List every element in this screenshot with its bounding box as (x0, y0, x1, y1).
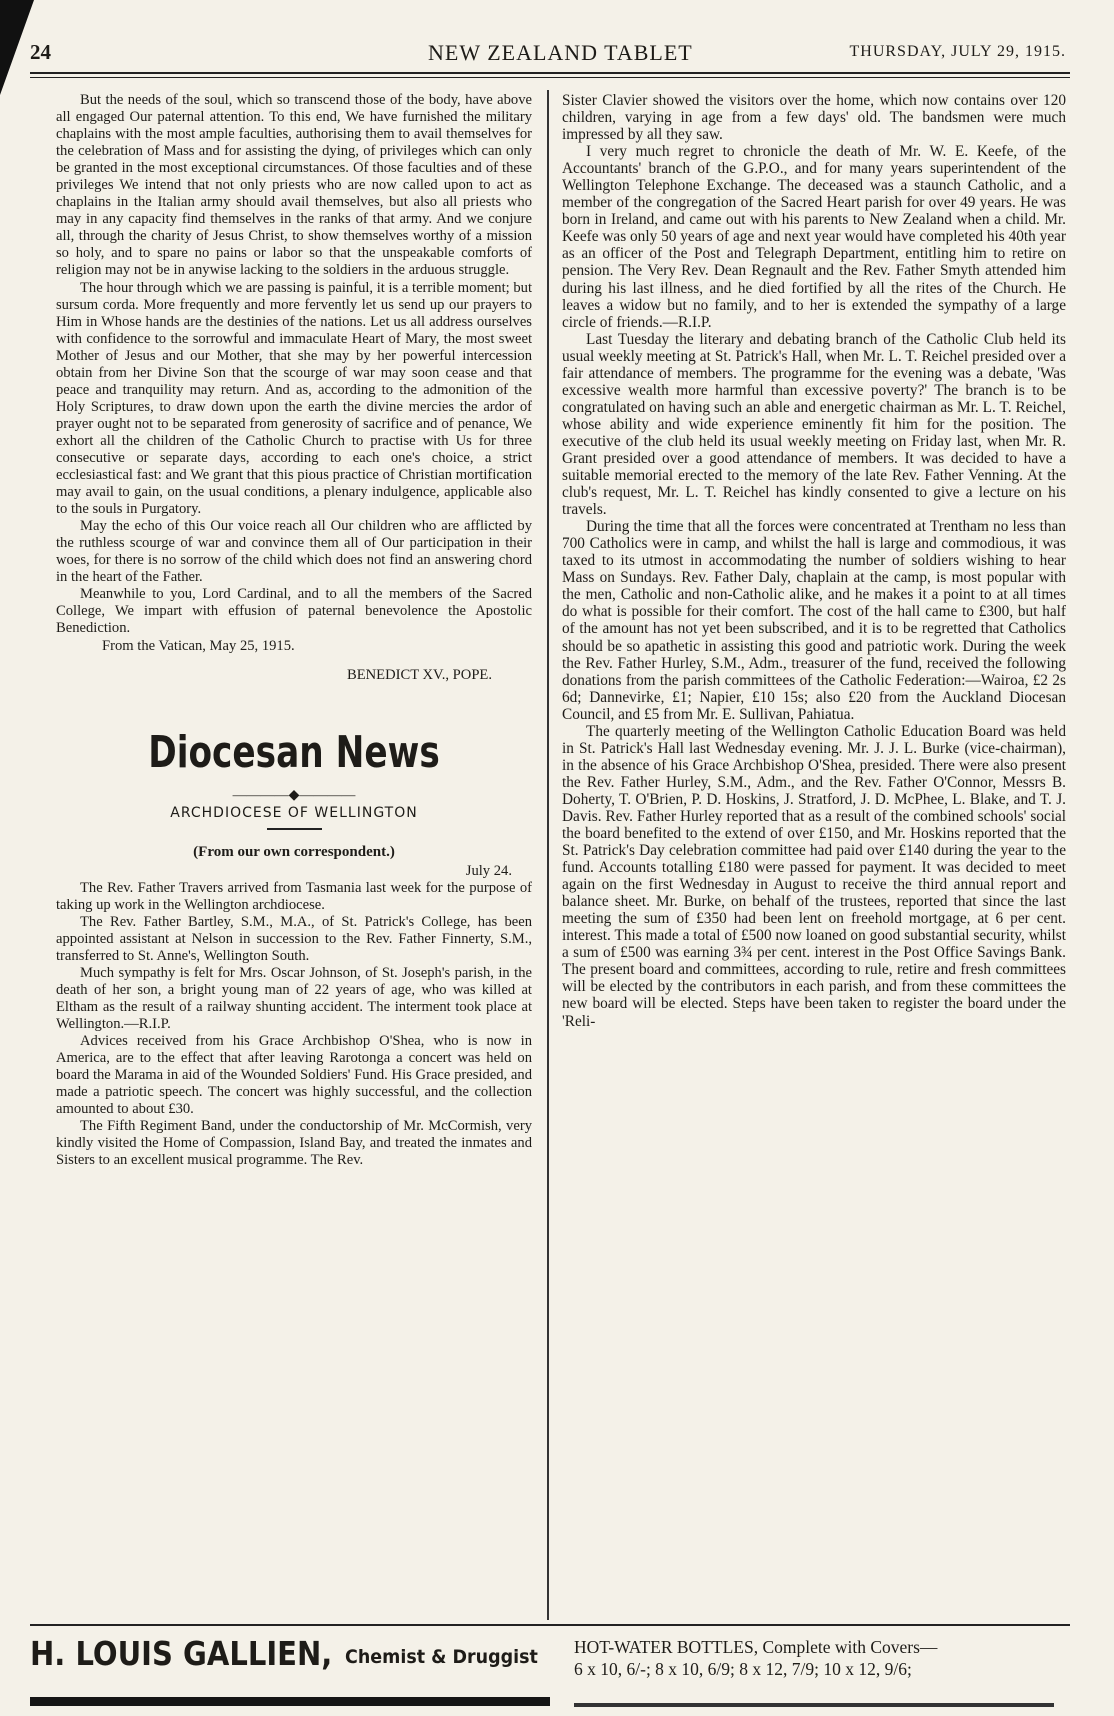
advertisement-text (574, 1636, 1074, 1680)
left-column (56, 92, 532, 1620)
section-title: Diocesan News (148, 726, 440, 778)
page-number: 24 (30, 40, 51, 64)
news-paragraph: Much sympathy is felt for Mrs. Oscar Johnson, of St. Joseph's parish, in the death of her son, a bright young man of 22 years of age, who was killed at Eltham as the result of a railway shunting accident. The interment took place at Wellington.—R.I.P. (56, 964, 532, 1033)
news-paragraph: Sister Clavier showed the visitors over the home, which now contains over 120 children, varying in age from a few days' old. The bandsmen were much impressed by all they saw. (562, 92, 1066, 144)
column-divider (547, 90, 549, 1620)
advertiser-name (30, 1634, 550, 1684)
page-header (30, 40, 1070, 70)
ad-line: HOT-WATER BOTTLES, Complete with Covers— (574, 1637, 938, 1657)
footer-rule (30, 1624, 1070, 1626)
news-paragraph: The Rev. Father Bartley, S.M., M.A., of St. Patrick's College, has been appointed assistant at Nelson in succession to the Rev. Father Finnerty, S.M., transferred to St. Anne's, Wellington South. (56, 913, 532, 964)
cut-off-ad-strip (30, 1697, 550, 1706)
news-paragraph: The quarterly meeting of the Wellington Catholic Education Board was held in St. Patrick's Hall last Wednesday evening. Mr. J. J. L. Burke (vice-chairman), in the absence of his Grace Archbishop O'Shea, presided. There were also present the Rev. Father Hurley, S.M., Adm., and the Rev. Father O'Connor, Messrs B. Doherty, T. O'Brien, P. D. Hoskins, J. Stratford, J. D. McPhee, L. Blake, and T. J. Davis. Rev. Father Hurley reported that as a result of the combined schools' social the board benefited to the extend of over £150, and Mr. Hoskins reported that the St. Patrick's Day celebration committee had paid over £140 during the year to the fund. Accounts totalling £180 were passed for payment. It was decided to meet again on the first Wednesday in August to receive the third annual report and balance sheet. Mr. Burke, on behalf of the trustees, reported that since the last meeting the sum of £350 had been lent on freehold mortgage, at 6 per cent. interest. This made a total of £500 now loaned on good substantial security, whilst a sum of £500 was earning 3¾ per cent. interest in the Post Office Savings Bank. The present board and committees, according to rule, retire and fresh committees will be elected by the contributors in each parish, and from these committees the new board will be elected. Steps have been taken to register the board under the 'Reli- (562, 722, 1066, 1030)
correspondent-line: (From our own correspondent.) (193, 843, 395, 860)
cut-off-ad-strip (574, 1703, 1054, 1707)
news-paragraph: The Fifth Regiment Band, under the conductorship of Mr. McCormish, very kindly visited the Home of Compassion, Island Bay, and treated the inmates and Sisters to an excellent musical programme. The Rev. (56, 1118, 532, 1169)
header-rule-thin (30, 77, 1070, 78)
news-paragraph: The Rev. Father Travers arrived from Tasmania last week for the purpose of taking up work in the Wellington archdiocese. (56, 879, 532, 913)
encyclical-paragraph: The hour through which we are passing is painful, it is a terrible moment; but sursum corda. More frequently and more fervently let us send up our prayers to Him in Whose hands are the destinies of the nations. Let us all address ourselves with confidence to the sorrowful and immaculate Heart of Mary, the most sweet Mother of Jesus and our Mother, that she may by her powerful intercession obtain from her Divine Son that the scourge of war may soon cease and that peace and tranquility may return. And as, according to the admonition of the Holy Scriptures, to draw down upon the earth the divine mercies the ardor of prayer ought not to be separated from generosity of sacrifice and of penance, We exhort all the children of the Catholic Church to practise with Us for three consecutive or separate days, according to each one's choice, a strict ecclesiastical fast: and We grant that this pious practice of Christian mortification may avail to gain, on the usual conditions, a plenary indulgence, applicable also to the souls in Purgatory. (56, 279, 532, 518)
advertiser-name-big: H. LOUIS GALLIEN, (30, 1634, 333, 1673)
encyclical-paragraph: Meanwhile to you, Lord Cardinal, and to all the members of the Sacred College, We impart with effusion of paternal benevolence the Apostolic Benediction. (56, 586, 532, 637)
ad-line: 6 x 10, 6/-; 8 x 10, 6/9; 8 x 12, 7/9; 10 x 12, 9/6; (574, 1659, 912, 1679)
header-rule (30, 72, 1070, 74)
advertiser-trade: Chemist & Druggist (345, 1646, 538, 1668)
subsection-title: ARCHDIOCESE OF WELLINGTON (170, 804, 418, 821)
encyclical-paragraph: But the needs of the soul, which so transcend those of the body, have above all engaged Our paternal attention. To this end, We have furnished the military chaplains with the most ample faculties, authorising them to avail themselves for the celebration of Mass and for assisting the dying, of privileges which can only be granted in the most exceptional circumstances. Of those faculties and of these privileges We intend that not only priests who are now called upon to act as chaplains in the Italian army should avail themselves, but also all priests who may in any capacity find themselves in the ranks of that army. And we conjure all, through the charity of Jesus Christ, to show themselves worthy of a mission so holy, and to spare no pains or labor so that the unspeakable comforts of religion may not be in anywise lacking to the soldiers in the arduous struggle. (56, 92, 532, 279)
news-paragraph: I very much regret to chronicle the death of Mr. W. E. Keefe, of the Accountants' branch of the G.P.O., and for many years superintendent of the Wellington Telephone Exchange. The deceased was a staunch Catholic, and a member of the congregation of the Sacred Heart parish for over 49 years. He was born in Ireland, and came out with his parents to New Zealand when a child. Mr. Keefe was only 50 years of age and next year would have completed his 40th year as an officer of the Post and Telegraph Department, entitling him to retire on pension. The Very Rev. Dean Regnault and the Rev. Father Smyth attended him during his last illness, and he died fortified by all the rites of the Church. He leaves a widow but no family, and to her is extended the sympathy of a large circle of friends.—R.I.P. (562, 143, 1066, 331)
encyclical-signature: BENEDICT XV., POPE. (346, 666, 492, 683)
issue-date: THURSDAY, JULY 29, 1915. (849, 43, 1066, 60)
page-corner-mark (0, 0, 34, 95)
short-rule (267, 828, 322, 830)
ornament-divider: ————◆———— (232, 787, 356, 803)
news-paragraph: Advices received from his Grace Archbishop O'Shea, who is now in America, are to the effect that after leaving Rarotonga a concert was held on board the Marama in aid of the Wounded Soldiers' Fund. His Grace presided, and made a patriotic speech. The concert was highly successful, and the collection amounted to about £30. (56, 1033, 532, 1118)
encyclical-dateline: From the Vatican, May 25, 1915. (102, 637, 295, 654)
encyclical-paragraph: May the echo of this Our voice reach all Our children who are afflicted by the ruthless scourge of war and convince them all of Our participation in their woes, for there is no sorrow of the child which does not find an answering chord in the heart of the Father. (56, 518, 532, 586)
right-column (562, 92, 1066, 1620)
news-paragraph: Last Tuesday the literary and debating branch of the Catholic Club held its usual weekly meeting at St. Patrick's Hall, when Mr. L. T. Reichel presided over a fair attendance of members. The programme for the evening was a debate, 'Was excessive wealth more harmful than excessive poverty?' The branch is to be congratulated on having such an able and energetic chairman as Mr. L. T. Reichel, whose ability and wide experience eminently fit him for the position. The executive of the club held its usual weekly meeting on Friday last, when Mr. R. Grant presided over a good attendance of members. It was decided to have a suitable memorial erected to the memory of the late Rev. Father Venning. At the club's request, Mr. L. T. Reichel has kindly consented to give a lecture on his travels. (562, 330, 1066, 519)
news-dateline: July 24. (465, 862, 512, 879)
news-paragraph: During the time that all the forces were concentrated at Trentham no less than 700 Catholics were in camp, and whilst the hall is large and commodious, it was taxed to its utmost in accommodating the number of soldiers wishing to hear Mass on Sundays. Rev. Father Daly, chaplain at the camp, is most popular with the men, Catholic and non-Catholic alike, and he makes it a point to at all times do what is possible for their comfort. The cost of the hall came to £300, but half of the amount has not yet been subscribed, and it is to be regretted that Catholics should be so apathetic in assisting this good and patriotic work. During the week the Rev. Father Hurley, S.M., Adm., treasurer of the fund, received the following donations from the parish committees of the Catholic Federation:—Wairoa, £2 2s 6d; Dannevirke, £1; Napier, £10 15s; also £20 from the Auckland Diocesan Council, and £5 from Mr. E. Sullivan, Pahiatua. (562, 518, 1066, 723)
newspaper-title: NEW ZEALAND TABLET (428, 40, 693, 65)
